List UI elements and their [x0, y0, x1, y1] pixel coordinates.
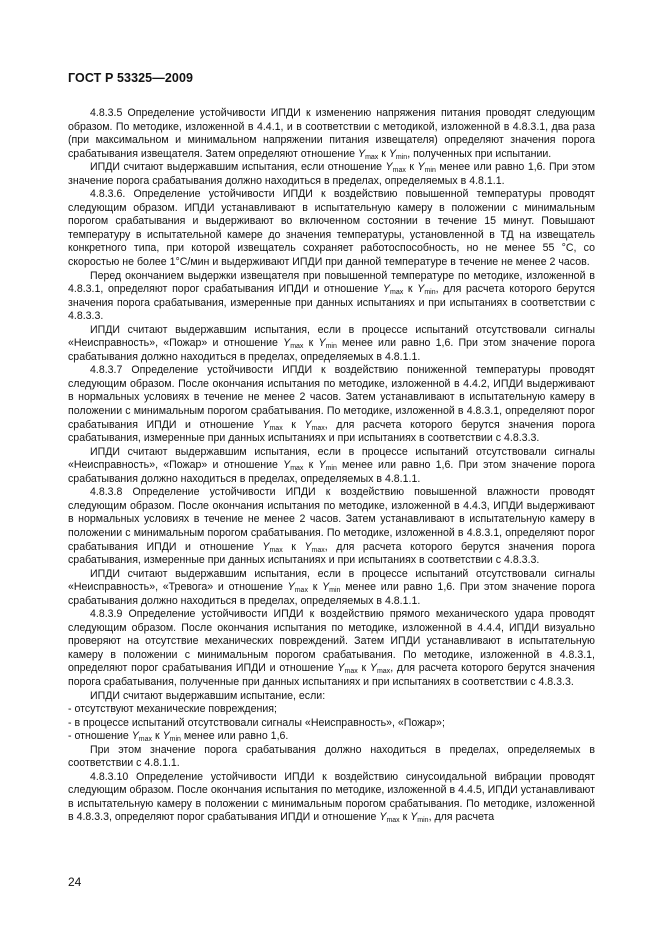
- math-subscript: max: [376, 668, 391, 676]
- paragraph: [68, 608, 595, 689]
- paragraph: [68, 188, 595, 269]
- math-variable: Y: [322, 581, 330, 594]
- text-run: - в процессе испытаний отсутствовали сигналы «Неисправность», «Пожар»;: [68, 716, 445, 729]
- paragraph: [68, 446, 595, 487]
- paragraph: [68, 690, 595, 704]
- math-subscript: min: [329, 587, 341, 595]
- list-item: [68, 717, 595, 731]
- list-item: [68, 703, 595, 717]
- math-variable: Y: [379, 811, 387, 824]
- math-subscript: min: [424, 289, 436, 297]
- text-run: к: [405, 161, 418, 174]
- text-run: При этом значение порога срабатывания должно находиться в пределах, определяемых в соответствии с 4.8.1.1.: [68, 743, 595, 770]
- text-run: менее или равно 1,6. При этом значение порога срабатывания должно находиться в пределах, определяемых в 4.8.1.1.: [68, 161, 595, 187]
- math-subscript: max: [269, 424, 283, 432]
- math-variable: Y: [318, 337, 326, 350]
- text-run: к: [303, 459, 319, 472]
- text-run: , для расчета которого берутся значения порога срабатывания, полученные при данных испытаниях и при испытаниях в соответствии с 4.8.3.3.: [68, 662, 595, 688]
- text-run: ИПДИ считают выдержавшим испытания, если отношение: [90, 161, 386, 174]
- paragraph: [68, 324, 595, 365]
- math-subscript: min: [169, 736, 181, 744]
- math-variable: Y: [358, 147, 366, 160]
- text-run: Перед окончанием выдержки извещателя при повышенной температуре по методике, изложенной в 4.8.3.1, определяют порог срабатывания ИПДИ и отношение: [68, 269, 595, 296]
- math-subscript: max: [311, 546, 325, 554]
- math-variable: Y: [162, 730, 170, 743]
- text-run: , для расчета которого берутся значения порога срабатывания, измеренные при данных испытаниях и при испытаниях в соответствии с 4.8.3.3.: [68, 418, 595, 445]
- math-subscript: max: [290, 343, 304, 351]
- text-run: к: [403, 283, 418, 296]
- text-run: - отсутствуют механические повреждения;: [68, 703, 277, 716]
- math-subscript: min: [395, 153, 408, 161]
- list-item: [68, 730, 595, 744]
- text-run: менее или равно 1,6. При этом значение порога срабатывания должно находиться в пределах, определяемых в 4.8.1.1.: [68, 459, 595, 485]
- text-run: 4.8.3.6. Определение устойчивости ИПДИ к воздействию повышенной температуры проводят следующим образом. ИПДИ устанавливают в испытательную камеру в положении с минимальным порогом срабатывания и выдерживают во включенном состоянии в течение 15 минут. Повышают температуру в испытательной камере до значения температуры, установленной в ТД на извещатель конкретного типа, при которой извещатель сохраняет работоспособность, но не менее 55 °С, со скоростью не более 1°С/мин и выдерживают ИПДИ при данной температуре в течение не менее 2 часов.: [68, 188, 595, 269]
- paragraph: [68, 486, 595, 567]
- text-run: 4.8.3.5 Определение устойчивости ИПДИ к изменению напряжения питания проводят следующим образом. По методике, изложенной в 4.4.1, и в соответствии с методикой, изложенной в 4.8.3.1, два раза (при максимальном и минимальном напряжении питания извещателя) определяют значения порога срабатывания извещателя. Затем определяют отношение: [68, 107, 595, 160]
- text-run: - отношение: [68, 730, 132, 743]
- paragraph: [68, 107, 595, 161]
- text-run: к: [152, 730, 163, 743]
- text-run: к: [282, 418, 305, 431]
- text-run: , для расчета: [428, 811, 495, 824]
- math-subscript: max: [390, 289, 404, 297]
- math-variable: Y: [304, 540, 312, 553]
- math-variable: Y: [287, 581, 295, 594]
- text-run: 4.8.3.8 Определение устойчивости ИПДИ к воздействию повышенной влажности проводят следующим образом. После окончания испытания по методике, изложенной в 4.4.3, ИПДИ выдерживают в нормальных условиях в течение не менее 2 часов. Затем устанавливают в испытательную камеру в положении с минимальным порогом срабатывания. По методике, изложенной в 4.8.3.1, определяют порог срабатывания ИПДИ и отношение: [68, 486, 595, 553]
- text-run: 4.8.3.7 Определение устойчивости ИПДИ к воздействию пониженной температуры проводят следующим образом. После окончания испытания по методике, изложенной в 4.4.2, ИПДИ выдерживают в нормальных условиях в течение не менее 2 часов. Затем устанавливают в испытательную камеру в положении с минимальным порогом срабатывания. По методике, изложенной в 4.8.3.1, определяют порог срабатывания ИПДИ и отношение: [68, 364, 595, 431]
- math-variable: Y: [385, 161, 393, 174]
- math-subscript: max: [269, 546, 283, 554]
- text-run: к: [307, 581, 323, 594]
- math-variable: Y: [417, 283, 425, 296]
- math-subscript: max: [386, 817, 400, 825]
- math-subscript: min: [325, 343, 337, 351]
- math-subscript: min: [325, 465, 337, 473]
- math-variable: Y: [388, 147, 396, 160]
- page-number: 24: [68, 875, 82, 889]
- math-variable: Y: [417, 161, 425, 174]
- text-run: к: [303, 337, 319, 350]
- math-subscript: max: [294, 587, 308, 595]
- math-subscript: max: [138, 736, 153, 744]
- text-run: к: [357, 662, 370, 675]
- text-run: ИПДИ считают выдержавшим испытание, если:: [90, 689, 326, 702]
- paragraph: [68, 744, 595, 771]
- text-run: к: [378, 147, 389, 160]
- math-subscript: max: [290, 465, 304, 473]
- standard-header: ГОСТ Р 53325—2009: [68, 71, 194, 85]
- text-run: , для расчета которого берутся значения порога срабатывания, измеренные при данных испытаниях и при испытаниях в соответствии с 4.8.3.3.: [68, 540, 595, 567]
- math-subscript: max: [365, 153, 379, 161]
- text-run: менее или равно 1,6.: [180, 730, 289, 743]
- math-variable: Y: [337, 662, 345, 675]
- math-subscript: min: [417, 817, 429, 825]
- paragraph: [68, 161, 595, 188]
- paragraph: [68, 568, 595, 609]
- math-variable: Y: [283, 459, 291, 472]
- text-run: , для расчета которого берутся значения порога срабатывания, измеренные при данных испытаниях и при испытаниях в соответствии с 4.8.3.3.: [68, 283, 596, 323]
- paragraph: [68, 270, 595, 324]
- text-run: 4.8.3.10 Определение устойчивости ИПДИ к воздействию синусоидальной вибрации проводят следующим образом. После окончания испытания по методике, изложенной в 4.4.5, ИПДИ устанавливают в испытательную камеру в положении с минимальным порогом срабатывания. По методике, изложенной в 4.8.3.3, определяют порог срабатывания ИПДИ и отношение: [68, 770, 595, 824]
- math-variable: Y: [382, 283, 390, 296]
- math-variable: Y: [318, 459, 326, 472]
- document-body: [68, 107, 595, 825]
- math-subscript: max: [344, 668, 358, 676]
- text-run: 4.8.3.9 Определение устойчивости ИПДИ к воздействию прямого механического удара проводят следующим образом. После окончания испытания по методике, изложенной в 4.4.4, ИПДИ визуально проверяют на отсутствие механических повреждений. Затем ИПДИ устанавливают в испытательную камеру в положении с минимальным порогом срабатывания. По методике, изложенной в 4.8.3.1, определяют порог срабатывания ИПДИ и отношение: [68, 608, 595, 675]
- math-subscript: max: [392, 167, 406, 175]
- paragraph: [68, 364, 595, 445]
- math-variable: Y: [410, 811, 418, 824]
- text-run: ИПДИ считают выдержавшим испытания, если в процессе испытаний отсутствовали сигналы «Неисправность», «Тревога» и отношение: [68, 567, 595, 594]
- math-variable: Y: [369, 662, 377, 675]
- math-variable: Y: [304, 418, 312, 431]
- text-run: ИПДИ считают выдержавшим испытания, если в процессе испытаний отсутствовали сигналы «Неисправность», «Пожар» и отношение: [68, 445, 595, 472]
- text-run: , полученных при испытании.: [407, 147, 552, 160]
- math-variable: Y: [131, 730, 139, 743]
- paragraph: [68, 771, 595, 825]
- math-variable: Y: [262, 540, 270, 553]
- math-subscript: max: [311, 424, 325, 432]
- text-run: к: [399, 811, 411, 824]
- math-subscript: min: [424, 167, 436, 175]
- math-variable: Y: [283, 337, 291, 350]
- text-run: ИПДИ считают выдержавшим испытания, если в процессе испытаний отсутствовали сигналы «Неисправность», «Пожар» и отношение: [68, 323, 595, 350]
- text-run: менее или равно 1,6. При этом значение порога срабатывания должно находиться в пределах, определяемых в 4.8.1.1.: [68, 337, 595, 363]
- math-variable: Y: [262, 418, 270, 431]
- text-run: к: [282, 540, 305, 553]
- text-run: менее или равно 1,6. При этом значение порога срабатывания должно находиться в пределах, определяемых в 4.8.1.1.: [68, 581, 595, 607]
